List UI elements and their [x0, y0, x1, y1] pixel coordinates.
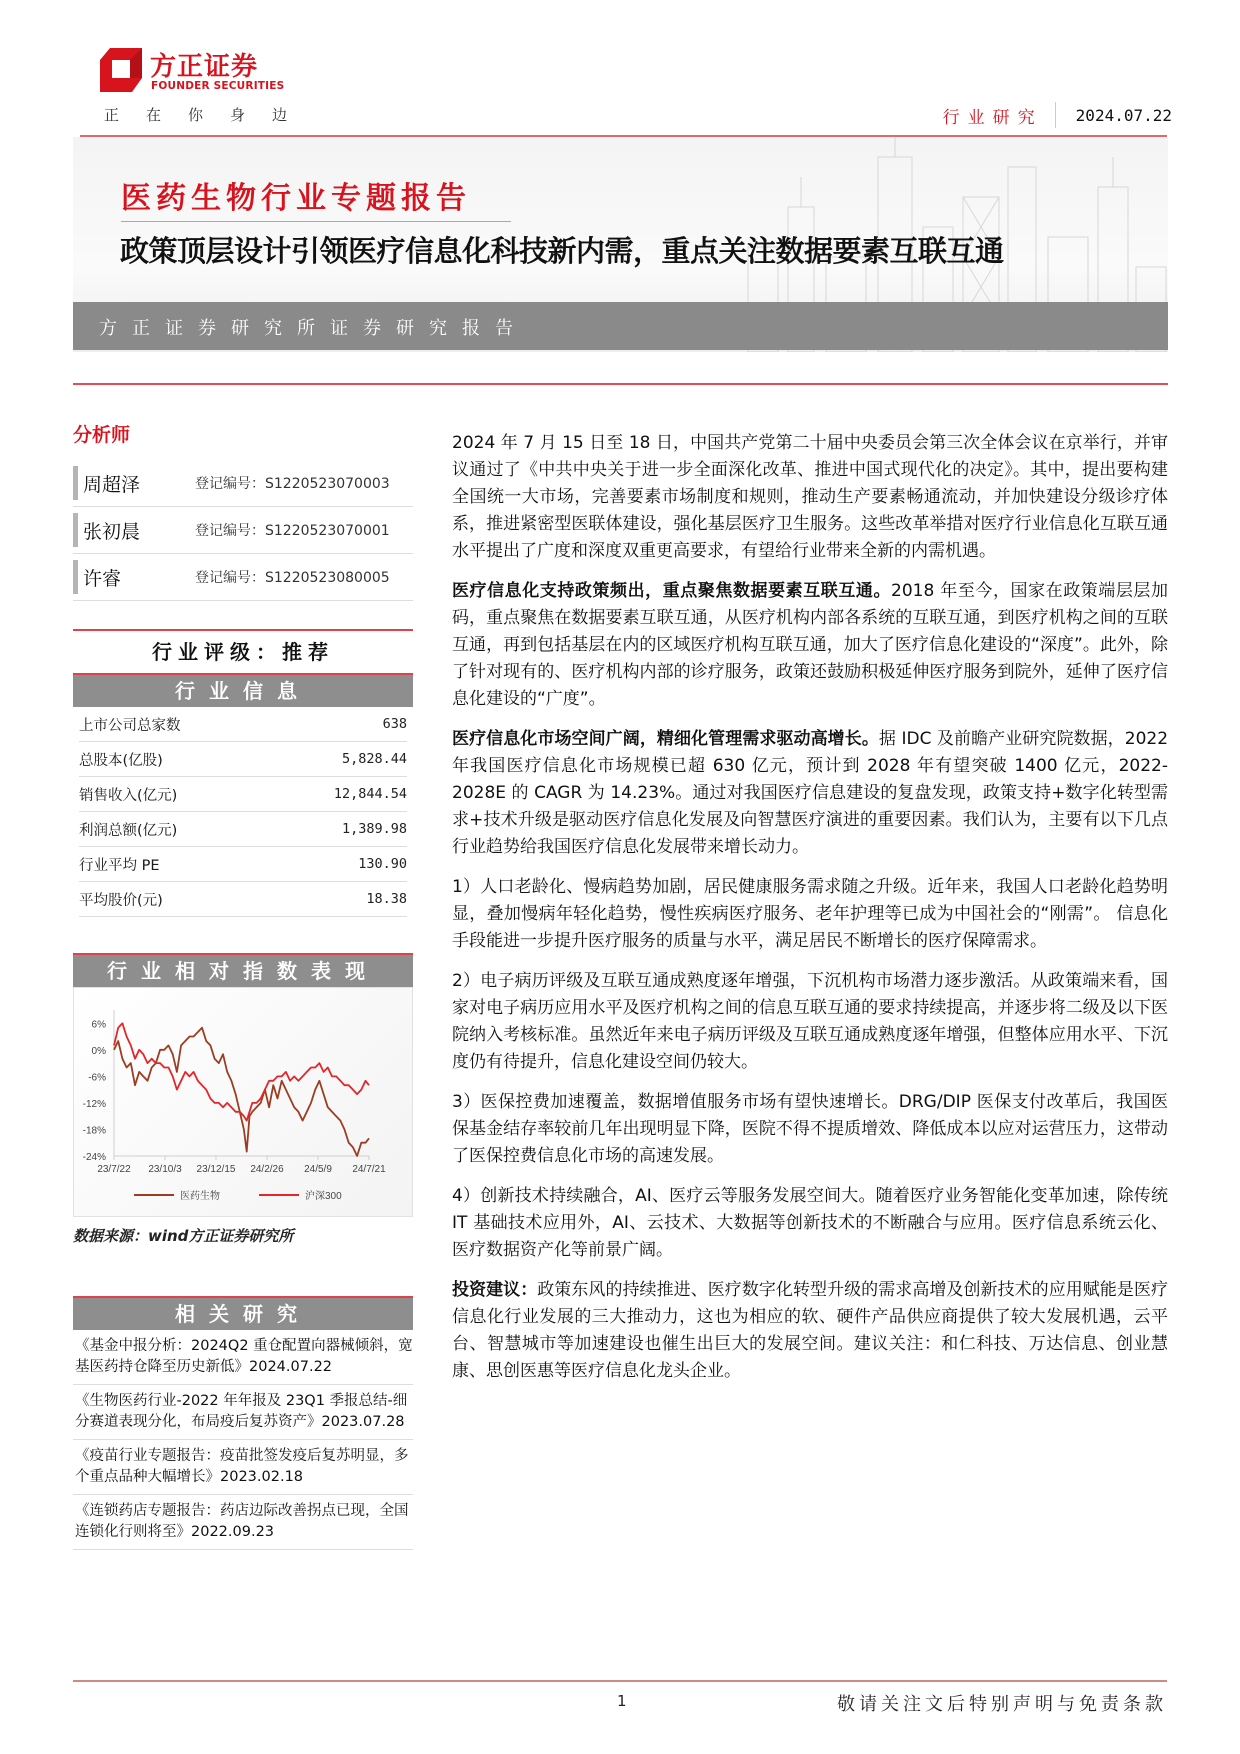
info-value: 1,389.98: [341, 821, 407, 837]
disclaimer-note: 敬请关注文后特别声明与免责条款: [837, 1694, 1167, 1715]
info-row: [79, 812, 407, 847]
analyst-reg: 登记编号：S1220523070001: [195, 523, 390, 539]
y-tick-label: 6%: [91, 1019, 106, 1031]
relative-index-chart: [73, 953, 413, 1217]
footer-rule: [73, 1680, 1167, 1682]
analyst-reg: 登记编号：S1220523070003: [195, 476, 390, 492]
info-label: 总股本(亿股): [79, 752, 163, 769]
legend-label: 沪深300: [305, 1191, 342, 1202]
related-heading: 相关研究: [73, 1298, 413, 1330]
rating-rule-top: [73, 629, 413, 631]
x-tick-label: 23/10/3: [148, 1164, 182, 1175]
y-tick-label: -6%: [88, 1072, 106, 1084]
page-number: 1: [617, 1692, 627, 1710]
x-tick-label: 24/2/26: [250, 1164, 284, 1175]
paragraph-lead: 医疗信息化支持政策频出，重点聚焦数据要素互联互通。: [452, 581, 892, 601]
info-value: 130.90: [358, 856, 407, 872]
info-value: 18.38: [366, 891, 407, 907]
x-tick-label: 23/12/15: [196, 1164, 236, 1175]
industry-info-heading: 行业信息: [73, 675, 413, 707]
related-link[interactable]: 《疫苗行业专题报告：疫苗批签发疫后复苏明显，多个重点品种大幅增长》2023.02.18: [73, 1440, 413, 1495]
info-row: [79, 847, 407, 882]
paragraph-lead: 投资建议：: [452, 1280, 538, 1300]
analyst-reg: 登记编号：S1220523080005: [195, 570, 390, 586]
banner-bar: [73, 302, 1168, 350]
info-value: 5,828.44: [341, 751, 407, 767]
industry-rating: 行业评级：推荐: [152, 640, 334, 664]
info-label: 上市公司总家数: [79, 717, 181, 734]
brand-name-en: FOUNDER SECURITIES: [151, 80, 285, 92]
founder-logo-mark-icon: [100, 48, 142, 92]
paragraph-lead: 医疗信息化市场空间广阔，精细化管理需求驱动高增长。: [452, 729, 879, 749]
chart-rule: [73, 953, 413, 955]
paragraph-market: [452, 726, 1168, 861]
related-rule: [73, 1296, 413, 1298]
info-value: 12,844.54: [333, 786, 407, 802]
y-tick-label: -18%: [82, 1125, 106, 1137]
info-label: 销售收入(亿元): [79, 787, 178, 804]
brand-slogan: 正在你身边: [104, 106, 315, 124]
paragraph-trend-3: 3）医保控费加速覆盖，数据增值服务市场有望快速增长。DRG/DIP 医保支付改革后，我国医保基金结存率较前几年出现明显下降，医院不得不提质增效、降低成本以应对运营压力，这带动了医保控费信息化市场的高速发展。: [452, 1092, 1168, 1166]
data-source-note: 数据来源：wind方正证券研究所: [73, 1227, 294, 1245]
series-line-pharma: [114, 1028, 369, 1156]
x-tick-label: 23/7/22: [97, 1164, 131, 1175]
related-link[interactable]: 《生物医药行业-2022 年年报及 23Q1 季报总结-细分赛道表现分化，布局疫后复苏资产》2023.07.28: [73, 1385, 413, 1440]
info-label: 行业平均 PE: [79, 857, 160, 874]
x-tick-label: 24/7/21: [352, 1164, 386, 1175]
paragraph-trend-4: 4）创新技术持续融合，AI、医疗云等服务发展空间大。随着医疗业务智能化变革加速，除传统 IT 基础技术应用外，AI、云技术、大数据等创新技术的不断融合与应用。医疗信息系统云化、医疗数据资产化等前景广阔。: [452, 1186, 1168, 1260]
sidebar: [73, 420, 413, 1550]
analyst-marker: [73, 466, 78, 500]
section-rule: [73, 383, 1168, 385]
header-meta: [943, 100, 1172, 130]
paragraph-trend-1: 1）人口老龄化、慢病趋势加剧，居民健康服务需求随之升级。近年来，我国人口老龄化趋势明显，叠加慢病年轻化趋势，慢性疾病医疗服务、老年护理等已成为中国社会的“刚需”。 信息化手段能进一步提升医疗服务的质量与水平，满足居民不断增长的医疗保障需求。: [452, 877, 1168, 951]
report-type-title: 医药生物行业专题报告: [121, 181, 471, 216]
paragraph-trend-2: 2）电子病历评级及互联互通成熟度逐年增强，下沉机构市场潜力逐步激活。从政策端来看，国家对电子病历应用水平及医疗机构之间的信息互联互通的要求持续提高，并逐步将二级及以下医院纳入考核标准。虽然近年来电子病历评级及互联互通成熟度逐年增强，但整体应用水平、下沉度仍有待提升，信息化建设空间仍较大。: [452, 971, 1168, 1072]
analyst-item: [73, 460, 413, 507]
title-banner: [73, 137, 1168, 352]
info-label: 利润总额(亿元): [79, 822, 178, 839]
analyst-marker: [73, 513, 78, 547]
related-link[interactable]: 《连锁药店专题报告：药店边际改善拐点已现，全国连锁化行则将至》2022.09.23: [73, 1495, 413, 1550]
paragraph-intro: 2024 年 7 月 15 日至 18 日，中国共产党第二十届中央委员会第三次全体会议在京举行，并审议通过了《中共中央关于进一步全面深化改革、推进中国式现代化的决定》。其中，提出要构建全国统一大市场，完善要素市场制度和规则，推动生产要素畅通流动，并加快建设分级诊疗体系，推进紧密型医联体建设，强化基层医疗卫生服务。这些改革举措对医疗行业信息化互联互通水平提出了广度和深度双重更高要求，有望给行业带来全新的内需机遇。: [452, 433, 1168, 561]
chart-svg: [74, 988, 414, 1218]
series-line-csi300: [114, 1023, 369, 1120]
paragraph-investment: [452, 1277, 1168, 1385]
header-divider: [1055, 102, 1056, 128]
report-date: 2024.07.22: [1075, 105, 1172, 125]
y-tick-label: -12%: [82, 1098, 106, 1110]
paragraph-text: 政策东风的持续推进、医疗数字化转型升级的需求高增及创新技术的应用赋能是医疗信息化行业发展的三大推动力，这也为相应的软、硬件产品供应商提供了较大发展机遇，云平台、智慧城市等加速建设也催生出巨大的发展空间。建议关注：和仁科技、万达信息、创业慧康、思创医惠等医疗信息化龙头企业。: [452, 1280, 1169, 1381]
info-row: [79, 777, 407, 812]
report-title: 政策顶层设计引领医疗信息化科技新内需，重点关注数据要素互联互通: [120, 234, 1004, 268]
info-value: 638: [382, 716, 407, 732]
y-tick-label: 0%: [91, 1045, 106, 1057]
paragraph-text: 据 IDC 及前瞻产业研究院数据，2022 年我国医疗信息化市场规模已超 630 亿元，预计到 2028 年有望突破 1400 亿元，2022-2028E 的 CAGR 为 14.23%。通过对我国医疗信息建设的复盘发现，政策支持+数字化转型需求+技术升级是驱动医疗信息化发展及向智慧医疗演进的重要因素。我们认为，主要有以下几点行业趋势给我国医疗信息化发展带来增长动力。: [452, 729, 1169, 857]
chart-area: [73, 987, 413, 1217]
analyst-marker: [73, 560, 78, 594]
founder-logo: [100, 46, 300, 102]
legend-label: 医药生物: [180, 1191, 220, 1202]
info-row: [79, 742, 407, 777]
analyst-item: [73, 554, 413, 601]
related-research: [73, 1296, 413, 1550]
y-tick-label: -24%: [82, 1152, 106, 1163]
analysts-heading: 分析师: [73, 424, 131, 446]
x-tick-label: 24/5/9: [304, 1164, 332, 1175]
chart-heading: 行业相对指数表现: [73, 955, 413, 987]
rating-rule-bottom: [73, 673, 413, 675]
banner-divider: [121, 221, 511, 222]
analyst-name: 张初晨: [83, 520, 141, 543]
institute-label: 方正证券研究所证券研究报告: [99, 318, 528, 339]
analyst-item: [73, 507, 413, 554]
info-row: [79, 882, 407, 917]
analyst-name: 许睿: [83, 567, 122, 590]
paragraph-policy: [452, 578, 1168, 713]
report-category: 行业研究: [942, 107, 1043, 128]
related-link[interactable]: 《基金中报分析：2024Q2 重仓配置向器械倾斜，宽基医药持仓降至历史新低》2024.07.22: [73, 1330, 413, 1385]
brand-name-cn: 方正证券: [150, 52, 259, 82]
analyst-name: 周超泽: [83, 473, 141, 496]
main-body: [452, 430, 1168, 1398]
paragraph-text: 2018 年至今，国家在政策端层层加码，重点聚焦在数据要素互联互通，从医疗机构内部各系统的互联互通，到医疗机构之间的互联互通，再到包括基层在内的区域医疗机构互联互通，加大了医疗信息化建设的“深度”。此外，除了针对现有的、医疗机构内部的诊疗服务，政策还鼓励积极延伸医疗服务到院外，延伸了医疗信息化建设的“广度”。: [452, 581, 1168, 709]
info-row: [79, 707, 407, 742]
info-label: 平均股价(元): [79, 892, 163, 909]
